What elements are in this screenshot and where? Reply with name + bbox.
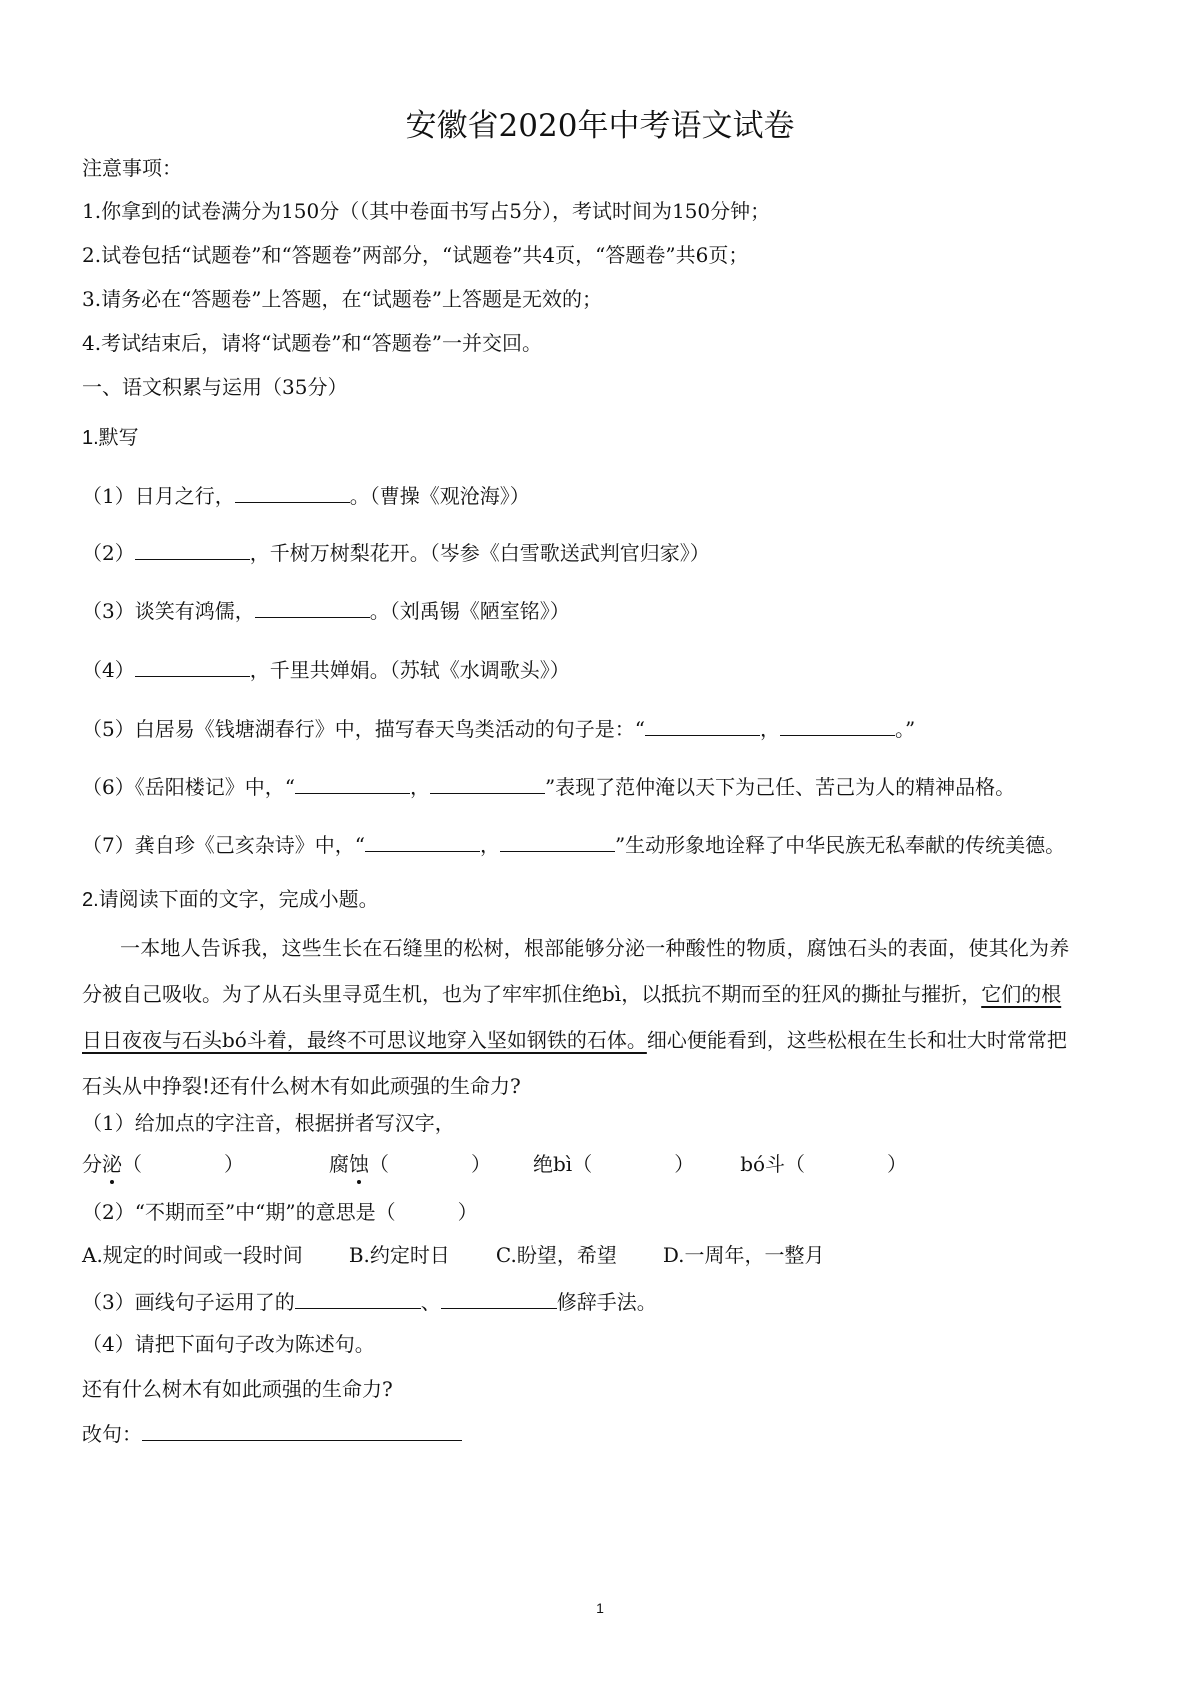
- answer-blank[interactable]: [430, 771, 545, 794]
- question-2-label: 2.请阅读下面的文字，完成小题。: [82, 889, 379, 911]
- note-item: 3.请务必在“答题卷”上答题，在“试题卷”上答题是无效的；: [82, 287, 602, 311]
- pinyin-item: bó斗（ ）: [740, 1152, 908, 1176]
- rewrite-label: 改句：: [82, 1422, 142, 1446]
- answer-blank[interactable]: [645, 713, 760, 736]
- answer-blank[interactable]: [135, 537, 250, 560]
- dictation-item-6: （6）《岳阳楼记》中，“ ， ”表现了范仲淹以天下为己任、苦己为人的精神品格。: [82, 771, 1015, 801]
- answer-blank[interactable]: [295, 1286, 421, 1309]
- note-item: 4.考试结束后，请将“试题卷”和“答题卷”一并交回。: [82, 331, 542, 355]
- answer-options: [82, 1241, 825, 1269]
- answer-blank[interactable]: [365, 829, 480, 852]
- notes-heading: 注意事项：: [82, 156, 182, 180]
- answer-blank[interactable]: [235, 480, 350, 503]
- page-title: 安徽省2020年中考语文试卷: [405, 108, 795, 144]
- answer-blank[interactable]: [295, 771, 410, 794]
- answer-blank[interactable]: [500, 829, 615, 852]
- pinyin-items: [82, 1150, 907, 1178]
- rewrite-line: [82, 1418, 462, 1448]
- pinyin-item: 腐蚀（ ）: [329, 1152, 491, 1176]
- note-item: 2.试卷包括“试题卷”和“答题卷”两部分，“试题卷”共4页，“答题卷”共6页；: [82, 243, 749, 267]
- section-heading: 一、语文积累与运用（35分）: [82, 375, 348, 399]
- option-c[interactable]: C.盼望，希望: [495, 1243, 617, 1267]
- option-b[interactable]: B.约定时日: [348, 1243, 450, 1267]
- pinyin-item: 分泌（ ）: [82, 1152, 244, 1176]
- sub-question-2: （2）“不期而至”中“期”的意思是（ ）: [82, 1200, 478, 1224]
- dictation-item-3: （3）谈笑有鸿儒， 。（刘禹锡《陋室铭》）: [82, 595, 570, 625]
- page-number: 1: [596, 1600, 604, 1616]
- question-1-label: 1.默写: [82, 427, 139, 449]
- passage-line: 石头从中挣裂!还有什么树木有如此顽强的生命力?: [82, 1074, 521, 1098]
- passage-line: 日日夜夜与石头bó斗着，最终不可思议地穿入坚如钢铁的石体。细心便能看到，这些松根在生长和壮大时常常把: [82, 1028, 1067, 1052]
- answer-blank[interactable]: [780, 713, 895, 736]
- option-a[interactable]: A.规定的时间或一段时间: [82, 1243, 303, 1267]
- sub-question-1: （1）给加点的字注音，根据拼者写汉字，: [82, 1111, 455, 1135]
- underlined-sentence: 日日夜夜与石头bó斗着，最终不可思议地穿入坚如钢铁的石体。: [82, 1028, 647, 1052]
- passage-line: 分被自己吸收。为了从石头里寻觅生机，也为了牢牢抓住绝bì，以抵抗不期而至的狂风的撕扯与摧折，它们的根: [82, 982, 1062, 1006]
- answer-blank[interactable]: [441, 1286, 557, 1309]
- rewrite-answer-blank[interactable]: [142, 1418, 462, 1441]
- sub-question-3: （3）画线句子运用了的 、 修辞手法。: [82, 1286, 657, 1316]
- dictation-item-1: （1）日月之行， 。（曹操《观沧海》）: [82, 480, 530, 510]
- dictation-item-7: （7）龚自珍《己亥杂诗》中，“ ， ”生动形象地诠释了中华民族无私奉献的传统美德。: [82, 829, 1065, 859]
- dictation-item-2: （2） ，千树万树梨花开。（岑参《白雪歌送武判官归家》）: [82, 537, 710, 567]
- answer-blank[interactable]: [255, 595, 370, 618]
- answer-blank[interactable]: [135, 654, 250, 677]
- pinyin-item: 绝bì（ ）: [533, 1152, 695, 1176]
- dictation-item-5: （5）白居易《钱塘湖春行》中，描写春天鸟类活动的句子是：“ ， 。”: [82, 713, 915, 743]
- original-sentence: 还有什么树木有如此顽强的生命力?: [82, 1377, 393, 1401]
- note-item: 1.你拿到的试卷满分为150分（（其中卷面书写占5分），考试时间为150分钟；: [82, 199, 771, 223]
- sub-question-4: （4）请把下面句子改为陈述句。: [82, 1332, 375, 1356]
- passage-line: 一本地人告诉我，这些生长在石缝里的松树，根部能够分泌一种酸性的物质，腐蚀石头的表面，使其化为养: [120, 936, 1070, 960]
- underlined-sentence: 它们的根: [981, 982, 1062, 1006]
- dictation-item-4: （4） ，千里共婵娟。（苏轼《水调歌头》）: [82, 654, 570, 684]
- option-d[interactable]: D.一周年，一整月: [662, 1243, 825, 1267]
